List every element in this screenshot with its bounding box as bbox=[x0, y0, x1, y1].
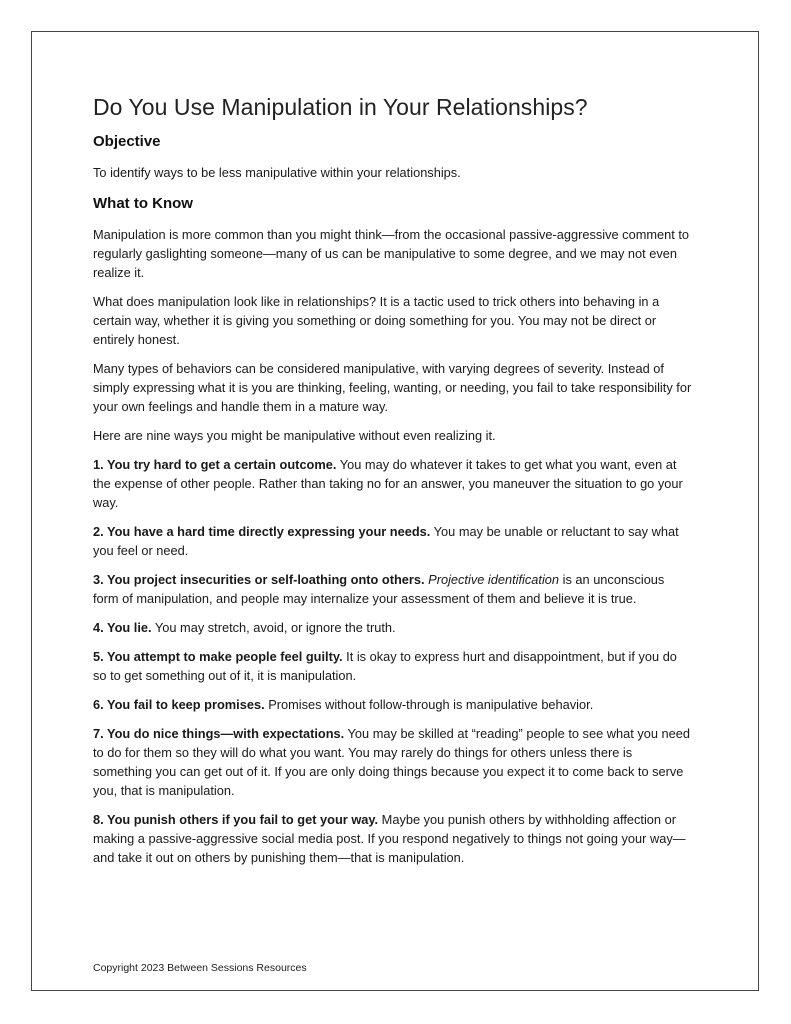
intro-paragraph: Manipulation is more common than you might think—from the occasional passive-aggressive comment to regularly gaslighting someone—many of us can be manipulative to some degree, and we may not even realize it. bbox=[93, 227, 690, 280]
item-title: 4. You lie. bbox=[93, 620, 152, 635]
list-item bbox=[93, 455, 693, 512]
item-title: 2. You have a hard time directly expressing your needs. bbox=[93, 524, 431, 539]
item-title: 8. You punish others if you fail to get your way. bbox=[93, 812, 379, 827]
intro-paragraph: What does manipulation look like in relationships? It is a tactic used to trick others into behaving in a certain way, whether it is giving you something or doing something for you. You may not be direct or entirely honest. bbox=[93, 294, 660, 347]
document-body bbox=[93, 94, 693, 877]
intro-paragraph: Here are nine ways you might be manipulative without even realizing it. bbox=[93, 428, 496, 443]
item-text: You may be unable or reluctant to say what you feel or need. bbox=[93, 524, 679, 558]
list-item bbox=[93, 570, 693, 608]
list-item bbox=[93, 618, 693, 637]
list-item bbox=[93, 810, 693, 867]
item-title: 3. You project insecurities or self-loathing onto others. bbox=[93, 572, 425, 587]
item-title: 1. You try hard to get a certain outcome. bbox=[93, 457, 337, 472]
item-text: is an unconscious form of manipulation, and people may internalize your assessment of them and believe it is true. bbox=[93, 572, 665, 606]
list-item bbox=[93, 695, 693, 714]
item-text: Maybe you punish others by withholding affection or making a passive-aggressive social media post. If you respond negatively to things not going your way—and take it out on others by punishing them—that is manipulation. bbox=[93, 812, 686, 865]
list-item bbox=[93, 647, 693, 685]
intro-paragraph: Many types of behaviors can be considered manipulative, with varying degrees of severity. Instead of simply expressing what it is you are thinking, feeling, wanting, or needing, you fail to take responsibility for your own feelings and handle them in a mature way. bbox=[93, 361, 692, 414]
objective-heading: Objective bbox=[93, 133, 161, 150]
copyright-footer: Copyright 2023 Between Sessions Resources bbox=[93, 962, 307, 974]
item-text: Promises without follow-through is manipulative behavior. bbox=[264, 697, 594, 712]
list-item bbox=[93, 724, 693, 800]
list-item bbox=[93, 522, 693, 560]
item-title: 7. You do nice things—with expectations. bbox=[93, 726, 345, 741]
page-title: Do You Use Manipulation in Your Relationships? bbox=[93, 94, 588, 120]
item-text: You may be skilled at “reading” people to see what you need to do for them so they will do what you want. You may rarely do things for others unless there is something you can get out of it. If you are only doing things because you expect it to come back to serve you, that is manipulation. bbox=[93, 726, 690, 798]
item-title: 5. You attempt to make people feel guilty. bbox=[93, 649, 343, 664]
item-title: 6. You fail to keep promises. bbox=[93, 697, 265, 712]
what-to-know-heading: What to Know bbox=[93, 195, 193, 212]
item-text: It is okay to express hurt and disappointment, but if you do so to get something out of it, it is manipulation. bbox=[93, 649, 677, 683]
item-text: You may do whatever it takes to get what you want, even at the expense of other people. Rather than taking no for an answer, you maneuver the situation to go your way. bbox=[93, 457, 683, 510]
objective-text: To identify ways to be less manipulative within your relationships. bbox=[93, 165, 461, 180]
item-text: You may stretch, avoid, or ignore the truth. bbox=[151, 620, 396, 635]
item-italic-term: Projective identification bbox=[428, 572, 560, 587]
